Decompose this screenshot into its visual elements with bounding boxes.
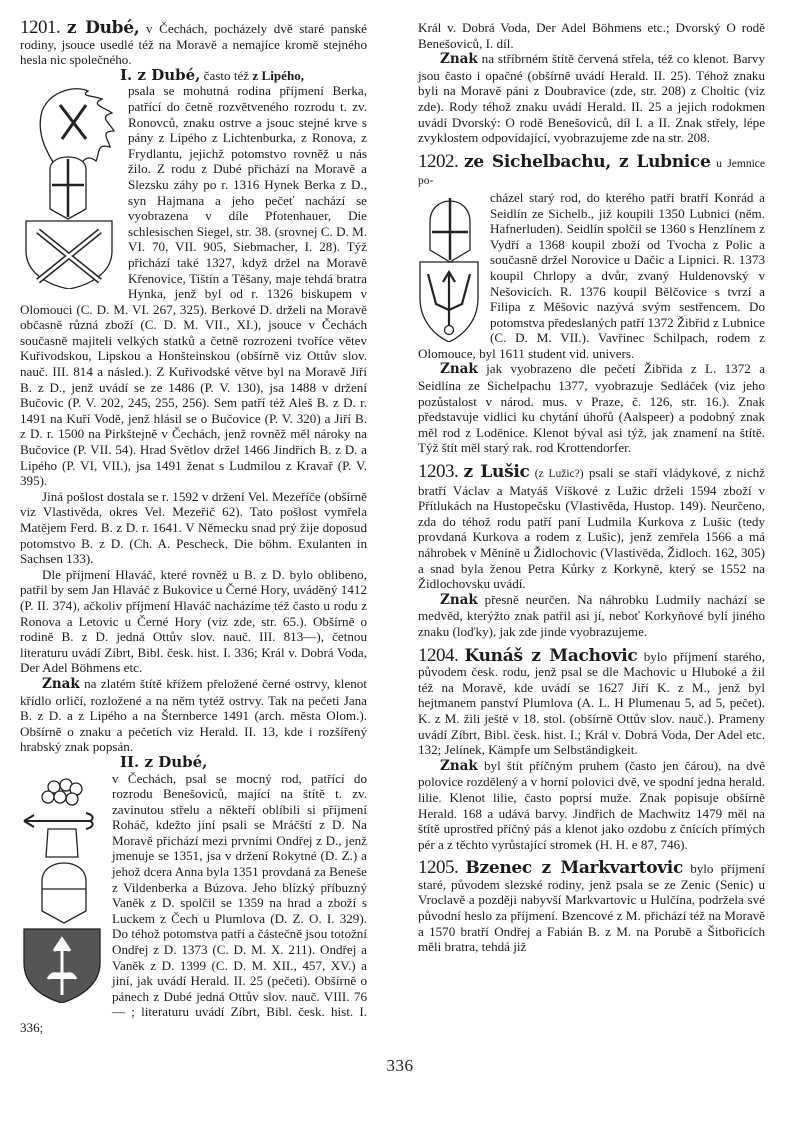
entry-number: 1202. [418, 150, 459, 172]
znak-text: byl štít příčným pruhem (často jen čárou), na dvě polovice rozdělený a v horní polovici dvě, ve spodní jedna herald. lilie. Klenot lilie, často poprsí muže. Znak popisuje obšírně Herald. 168 a udává barvy. Jindřich de Machwitz 1479 měl na štítě uprostřed příčný pás a klenot jako ozdobu z čnících přímých pér a z těchto vyrůstající stromek (H. H. e 87, 746). [418, 757, 766, 852]
entry-title: Bzenec z Markvartovic [465, 858, 684, 879]
entry-text: psali se staří vládykové, z nichž bratří Václav a Matyáš Víškové z Lužic drželi 1594 zboží v Přítlukách na Hustopečsku (Vlastivěda, Hustop. 149). Neurčeno, zda do téhož rodu patří paní Ludmila Kurkova z Lušic (tedy provdaná Kurkova a rodem z Lušic), jenž zemřela 1566 a má náhrobek v Měníně u Židlochovic (Vlastivěda, Židloch. 162, 305) a snad byla ženou Petra Kůrky z Korkyně, který se 1552 na Židlochovsku uvádí. [418, 465, 765, 592]
coat-of-arms-ostrve-icon [20, 81, 118, 289]
entry-1204 [418, 644, 765, 758]
znak-label: Znak [42, 675, 80, 692]
entry-1201-II [20, 752, 367, 771]
entry-1202-znak [418, 361, 765, 456]
entry-1203 [418, 461, 765, 592]
znak-label: Znak [440, 757, 478, 774]
znak-label: Znak [440, 361, 478, 378]
coat-of-arms-arrow-icon [20, 773, 102, 1003]
entry-title: ze Sichelbachu, z Lubnice [463, 151, 711, 172]
entry-1201-I-text: psala se mohutná rodina příjmení Berka, patřící do četně rozvětveného rozrodu t. zv. Ronovců, znaku ostrve a jsouc stejné krve s pány z Lipého z Lichtenburka, z Ronova, z Frydlantu, jejichž potomstvo rovněž u nás žilo. Z rodu z Dubé přichází na Moravě a Slezsku záhy po r. 1316 Hynek Berka z D., syn Hajmana a jeho pečeť nachází se vyobrazena v díle Pfotenhauer, Die schlesischen Siegel, str. 38. (srovnej C. D. M. VI. 70, VII. 905, Siebmacher, I. 28). Týž přichází také 1327, když držel na Moravě Křenovice, Tištín a Těšany, maje tehdá bratra Hynka, jenž byl od r. 1326 biskupem v Olomouci (C. D. M. VI. 267, 325). Berkové D. drželi na Moravě občasně různá zboží (C. D. M. VII., XI.), jsouce v Čechách současně majiteli velkých statků a četně rozrozeni tvoříce větev Kuřivodskou, Lipskou a Honšteinskou (obšírně viz Ottův slov. nauč. III. 814 a násled.). Z Kuřivodské větve byl na Moravě Jiří B. z D., jenž uvádí se ze 1486 (P. V. 130), jsa 1488 v držení Bučovic (P. V. 202, 245, 255, 256). Sem patří též Aleš B. z D. r. 1491 na Kuří Vodě, jenž hlásil se o Bučovice (P. V. 320) a Jiří B. z D. r. 1500 na Pirkštejně v Čechách, jenž rovněž měl nároky na Bučovice (P. VII. 54). Hrad Světlov držel 1466 Jindřich B. z D. a Lipého (P. VI, VII.), jsa 1491 ženat s Ludmilou z Kravař (P. V. 395). [20, 83, 367, 489]
entry-1205 [418, 857, 765, 955]
entry-1201-znak [20, 676, 367, 755]
entry-text: bylo příjmení starého, původem česk. rodu, jenž psal se dle Machovic u Hluboké a žil též na Moravě, kde uvádí se 1627 Jiří K. z M., jenž byl hejtmanem panství Plumlova (A. L. H Plumenau 5, ad 5, pečet). K. z M. žili ještě v 18. stol. (obšírně Ottův slov. nauč.). Prameny uvádí Zíbrt, Bibl. česk. hist. I.; Král v. Dobrá Voda, Der Adel etc. 132; Jelínek, Kämpfe um Selbständigkeit. [418, 648, 765, 758]
entry-number: 1201. [20, 17, 61, 38]
entry-1201-continuation: Král v. Dobrá Voda, Der Adel Böhmens etc.; Dvorský O rodě Benešoviců, I. díl. [418, 20, 765, 51]
entry-1201-para3: Dle příjmení Hlaváč, které rovněž u B. z D. bylo oblibeno, patřil by sem Jan Hlaváč z Bukovice u Černé Hory, uváděný 1412 (P. II. 374), ačkoliv příjmení Hlaváč nacházíme též často u rodu z Ronova a Letovic u Černé Hory (viz zde, str. 65.). Obšírně o rodině B. z D. jedná Ottův slov. nauč. III. 813—), četnou literaturu uvádí Zíbrt, Bibl. česk. hist. I. 336; Král v. Dobrá Voda, Der Adel Böhmens etc. [20, 566, 367, 676]
entry-1202-head [418, 150, 766, 190]
entry-number: 1203. [418, 461, 459, 483]
branch-alt-name: z Lipého, [252, 67, 305, 83]
znak-text: na stříbrném štítě červená střela, též co klenot. Barvy jsou často i opačné (obšírně uvádí Herald. II. 25). Téhož znaku byli na Moravě páni z Doubravice (zde, str. 208) z Choltic (viz zde). Rody téhož znaku uvádí Herald. II. 25 a jejich rodokmen uvádí Dvorský: O rodě Benešoviců, díl I. a II. Znak střely, lépe zvyklostem odpovídající, vyobrazujeme zde na str. 208. [418, 51, 766, 146]
left-column [20, 17, 367, 1036]
entry-text: v Čechách, pocházely dvě staré panské rodiny, jsouce usedlé též na Moravě a nemajíce kromě stejného hesla nic společného. [20, 21, 367, 68]
entry-title: Kunáš z Machovic [464, 645, 638, 666]
entry-number: 1204. [418, 644, 459, 666]
branch-title: II. z Dubé, [120, 752, 208, 771]
entry-1204-znak [418, 758, 765, 853]
znak-text: jak vyobrazeno dle pečetí Žibřida z L. 1372 a Seidlína ze Sichelpachu 1377, vyobrazuje Sedláček (viz jeho pozůstalost v národ. mus. v Praze, č. 126, str. 16.). Znak představuje vidlici ku chytání úhořů (Aalspeer) a podobný znak měl rod z Loděnice. Klenot býval asi týž, jak znamení na štítě. Týž štít měl starý rak. rod Krottendorfer. [418, 361, 766, 456]
entry-1201-II-znak [418, 51, 765, 146]
znak-label: Znak [440, 591, 478, 608]
page-number: 336 [386, 1056, 414, 1075]
entry-1203-znak [418, 592, 765, 640]
entry-1202-text: cházel starý rod, do kterého patří bratří Konrád a Seidlín ze Sichelb., již koupili 1350 Lubnici (něm. Hafnerluden). Seidlín spolčil se 1360 s Henzlínem z Vydří a 1368 koupil zboží od Tvocha z Polic a současně držel Norovice u Dačic a Lipnici. R. 1373 koupil Chrlopy a dvůr, zvaný Huldenovský v Nešovicích. R. 1376 koupil Bělčovice s tvrzí a Filipa z Měšovic nazývá svým sestřencem. Do potomstva předeslaných patří 1372 Žibřid z Lubnice (C. D. M. VII.). Vavřinec Schilpach, rodem z Olomouce, byl 1611 student vid. univers. [418, 189, 765, 361]
branch-title: I. z Dubé, [120, 65, 201, 84]
znak-text: na zlatém štítě křížem přeložené černé ostrvy, klenot křídlo orličí, rozložené a na něm tytéž ostrvy. Tak na pečeti Jana B. z D. a z Lipého a na Šternberce 1491 (arch. města Olom.). Obšírně o znaku a pečetích viz Herald. II. 13, kde i rozšířený hrabský znak popsán. [20, 675, 367, 755]
entry-title: z Lušic [463, 462, 530, 483]
entry-1201-II-text: v Čechách, psal se mocný rod, patřící do rozrodu Benešoviců, mající na štítě t. zv. zavinutou střelu a někteří oblíbili si příjmení Roháč, kdežto jiní psali se Mráčští z D. Na Moravě přichází mezi prvními Ondřej z D., jenž jmenuje se 1351, jsa v držení Rokytné (D. Z.) a jehož dcera Anna byla 1351 provdaná za Beneše z Vildenberka a Búzova. Jeho blízký příbuzný Vaněk z D. spolčil se 1359 na hrad a zboží s Luckem z Čech u Plumlova (D. Z. O. I. 329). Do téhož potomstva patří a částečně jsou totožní Ondřej z D. 1373 (C. D. M. X. 211). Ondřej a Vaněk z D. 1399 (C. D. M. XII., 457, XV.) a jiní, jak uvádí Herald. II. 25 (pečeti). Obšírně o pánech z Dubé jedná Ottův slov. nauč. VIII. 76— ; literaturu uvádí Zíbrt, Bibl. česk. hist. I. 336; [20, 770, 367, 1035]
znak-label: Znak [440, 51, 478, 68]
coat-of-arms-trident-icon [418, 192, 480, 342]
entry-subtitle: (z Lužic?) [534, 468, 584, 481]
entry-1201-intro [20, 17, 367, 68]
entry-title: z Dubé, [66, 18, 140, 38]
right-column [418, 20, 765, 955]
znak-text: přesně neurčen. Na náhrobku Ludmily nachází se medvěd, kterýžto znak patřil asi jí, neboť Korkyňové byli jiného znaku (loďky), jak zde jinde vyobrazujeme. [418, 591, 765, 639]
entry-text: bylo příjmení staré, původem slezské rodiny, jenž psala se ze Zenic (Senic) u Vroclavě a později nabyvší Markvartovic u Hulčína, podržela své původní heslo za příjmení. Bzencové z M. přichází též na Moravě a 1570 bratří Ondřej a Fabián B. z M. na Porubě a Šitbořicích měli bratra, tehdá již [418, 861, 765, 955]
entry-subtitle: u Jemnice po- [418, 157, 766, 188]
branch-text: často též [203, 67, 250, 83]
entry-number: 1205. [418, 857, 459, 879]
entry-1201-para2: Jiná pošlost dostala se r. 1592 v držení Vel. Mezeříče (obšírně viz Vlastivěda, okres Vel. Mezeřič 62). Tato pošlost vymřela Matějem Ferd. B. z D. r. 1641. V Německu snad prý žije doposud potomstvo B. z D. (Ch. A. Pescheck, Die böhm. Exulanten in Sachsen 133). [20, 488, 367, 567]
